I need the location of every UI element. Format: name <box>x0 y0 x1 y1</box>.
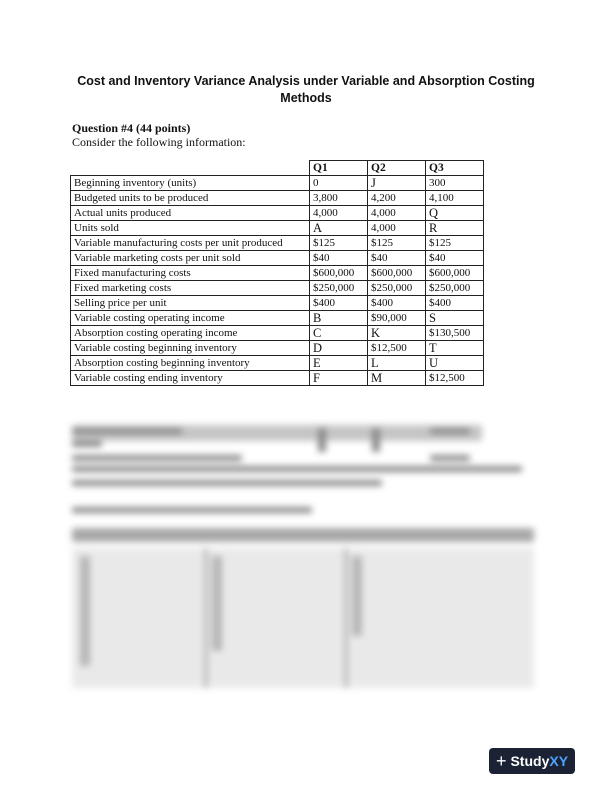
row-label: Variable costing operating income <box>71 311 310 326</box>
row-label: Variable manufacturing costs per unit produced <box>71 236 310 251</box>
cell-q1: $125 <box>310 236 368 251</box>
row-label: Budgeted units to be produced <box>71 191 310 206</box>
cell-q2: $125 <box>368 236 426 251</box>
question-subtitle: Consider the following information: <box>72 135 246 149</box>
header-q3: Q3 <box>426 161 484 176</box>
logo-text-main: Study <box>510 753 550 769</box>
cell-q1: 4,000 <box>310 206 368 221</box>
cell-q1: $600,000 <box>310 266 368 281</box>
logo-text-accent: XY <box>549 753 569 769</box>
cell-q3: $125 <box>426 236 484 251</box>
table-row <box>71 221 484 236</box>
cell-q1: $40 <box>310 251 368 266</box>
cell-q2: $600,000 <box>368 266 426 281</box>
row-label: Fixed manufacturing costs <box>71 266 310 281</box>
cell-q1: $250,000 <box>310 281 368 296</box>
header-q2: Q2 <box>368 161 426 176</box>
title-line-1: Cost and Inventory Variance Analysis under Variable and Absorption Costing <box>77 74 535 88</box>
cell-q2: M <box>368 371 426 386</box>
cell-q1: C <box>310 326 368 341</box>
cell-q1: 0 <box>310 176 368 191</box>
cell-q2: K <box>368 326 426 341</box>
table-row <box>71 266 484 281</box>
table-row <box>71 341 484 356</box>
row-label: Variable costing beginning inventory <box>71 341 310 356</box>
cell-q1: F <box>310 371 368 386</box>
table-row <box>71 206 484 221</box>
header-blank <box>71 161 310 176</box>
cell-q2: $250,000 <box>368 281 426 296</box>
table-row <box>71 251 484 266</box>
row-label: Variable costing ending inventory <box>71 371 310 386</box>
table-row <box>71 176 484 191</box>
cell-q3: $400 <box>426 296 484 311</box>
cell-q2: $40 <box>368 251 426 266</box>
table-row <box>71 326 484 341</box>
question-heading: Question #4 (44 points) <box>72 121 191 135</box>
logo-text <box>510 753 568 769</box>
row-label: Variable marketing costs per unit sold <box>71 251 310 266</box>
studyxy-logo <box>489 748 575 774</box>
cell-q3: $12,500 <box>426 371 484 386</box>
cell-q3: $130,500 <box>426 326 484 341</box>
cell-q1: B <box>310 311 368 326</box>
cell-q3: 4,100 <box>426 191 484 206</box>
document-title <box>60 73 552 107</box>
cell-q2: L <box>368 356 426 371</box>
title-line-2: Methods <box>280 91 332 105</box>
cell-q2: J <box>368 176 426 191</box>
cell-q2: $12,500 <box>368 341 426 356</box>
cell-q2: 4,200 <box>368 191 426 206</box>
row-label: Beginning inventory (units) <box>71 176 310 191</box>
data-table <box>70 160 484 386</box>
table-row <box>71 281 484 296</box>
cell-q2: $90,000 <box>368 311 426 326</box>
cell-q1: A <box>310 221 368 236</box>
cell-q3: U <box>426 356 484 371</box>
row-label: Units sold <box>71 221 310 236</box>
cell-q3: $600,000 <box>426 266 484 281</box>
cell-q3: T <box>426 341 484 356</box>
cell-q3: R <box>426 221 484 236</box>
table-row <box>71 371 484 386</box>
cell-q1: E <box>310 356 368 371</box>
row-label: Selling price per unit <box>71 296 310 311</box>
cell-q1: $400 <box>310 296 368 311</box>
cell-q3: 300 <box>426 176 484 191</box>
table-row <box>71 311 484 326</box>
row-label: Absorption costing operating income <box>71 326 310 341</box>
table-row <box>71 236 484 251</box>
row-label: Fixed marketing costs <box>71 281 310 296</box>
cell-q1: 3,800 <box>310 191 368 206</box>
row-label: Actual units produced <box>71 206 310 221</box>
table-row <box>71 191 484 206</box>
table-row <box>71 356 484 371</box>
header-q1: Q1 <box>310 161 368 176</box>
cell-q3: $40 <box>426 251 484 266</box>
cell-q2: 4,000 <box>368 221 426 236</box>
cell-q2: 4,000 <box>368 206 426 221</box>
cell-q3: Q <box>426 206 484 221</box>
cell-q3: S <box>426 311 484 326</box>
table-row <box>71 296 484 311</box>
cell-q2: $400 <box>368 296 426 311</box>
table-header-row <box>71 161 484 176</box>
cell-q3: $250,000 <box>426 281 484 296</box>
plus-icon: + <box>495 751 507 771</box>
cell-q1: D <box>310 341 368 356</box>
row-label: Absorption costing beginning inventory <box>71 356 310 371</box>
